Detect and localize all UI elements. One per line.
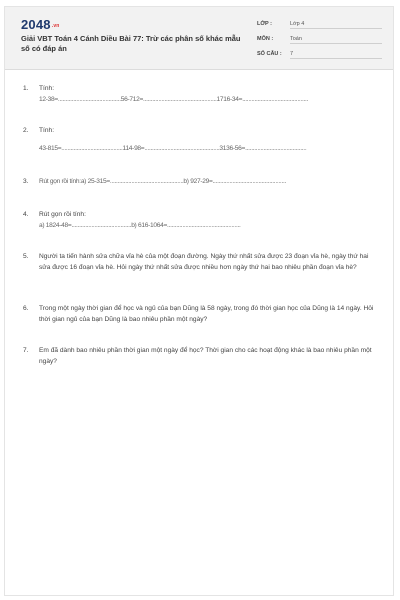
question-text[interactable]: Rút gọn rồi tính:a) 25-315=................................................b) 927-29=................................................ (39, 178, 287, 185)
worksheet-header (5, 7, 393, 70)
worksheet (4, 6, 394, 596)
question-title: Tính: (39, 85, 55, 92)
meta-count-row (257, 49, 385, 61)
meta-label: MÔN : (257, 36, 274, 42)
question-text: Em đã dành bao nhiêu phần thời gian một ngày để học? Thời gian cho các hoạt động khác là bao nhiêu phần một ngày? (39, 347, 372, 365)
page-title: Giải VBT Toán 4 Cánh Diều Bài 77: Trừ các phân số khác mẫu số có đáp án (21, 34, 241, 53)
question-number: 4. (23, 211, 29, 218)
question-text: Người ta tiến hành sửa chữa vỉa hè của một đoạn đường. Ngày thứ nhất sửa được 23 đoạn vỉa hè, ngày thứ hai sửa được 16 đoạn vỉa hè. Hỏi ngày thứ nhất sửa được nhiều hơn ngày thứ hai bao nhiêu phần đoạn vỉa hè? (39, 253, 369, 271)
meta-value: Lớp 4 (290, 19, 382, 29)
question-text: Trong một ngày thời gian để học và ngủ của bạn Dũng là 58 ngày, trong đó thời gian học của Dũng là 14 ngày. Hỏi thời gian ngủ của bạn Dũng là bao nhiêu phần một ngày? (39, 305, 374, 323)
meta-subject-row (257, 34, 385, 46)
answer-line[interactable]: 12-38=.........................................56-712=................................................1716-34=........................................... (39, 96, 309, 103)
meta-class-row (257, 19, 385, 31)
answer-line[interactable]: 43-815=........................................114-98=.................................................3136-56=........................................ (39, 145, 307, 152)
question-number: 2. (23, 127, 29, 134)
question-number: 5. (23, 253, 29, 260)
logo-suffix: .vn (51, 22, 60, 29)
question-title: Rút gọn rồi tính: (39, 211, 86, 218)
question-number: 3. (23, 178, 29, 185)
question-number: 6. (23, 305, 29, 312)
meta-label: LỚP : (257, 21, 272, 27)
meta-value: 7 (290, 49, 382, 59)
answer-line[interactable]: a) 1824-48=.......................................b) 616-1064=................................................ (39, 222, 241, 229)
logo (21, 17, 60, 32)
meta-label: SỐ CÂU : (257, 51, 282, 57)
logo-text: 2048 (21, 17, 51, 32)
question-number: 1. (23, 85, 29, 92)
question-title: Tính: (39, 127, 55, 134)
question-number: 7. (23, 347, 29, 354)
meta-value: Toán (290, 34, 382, 44)
